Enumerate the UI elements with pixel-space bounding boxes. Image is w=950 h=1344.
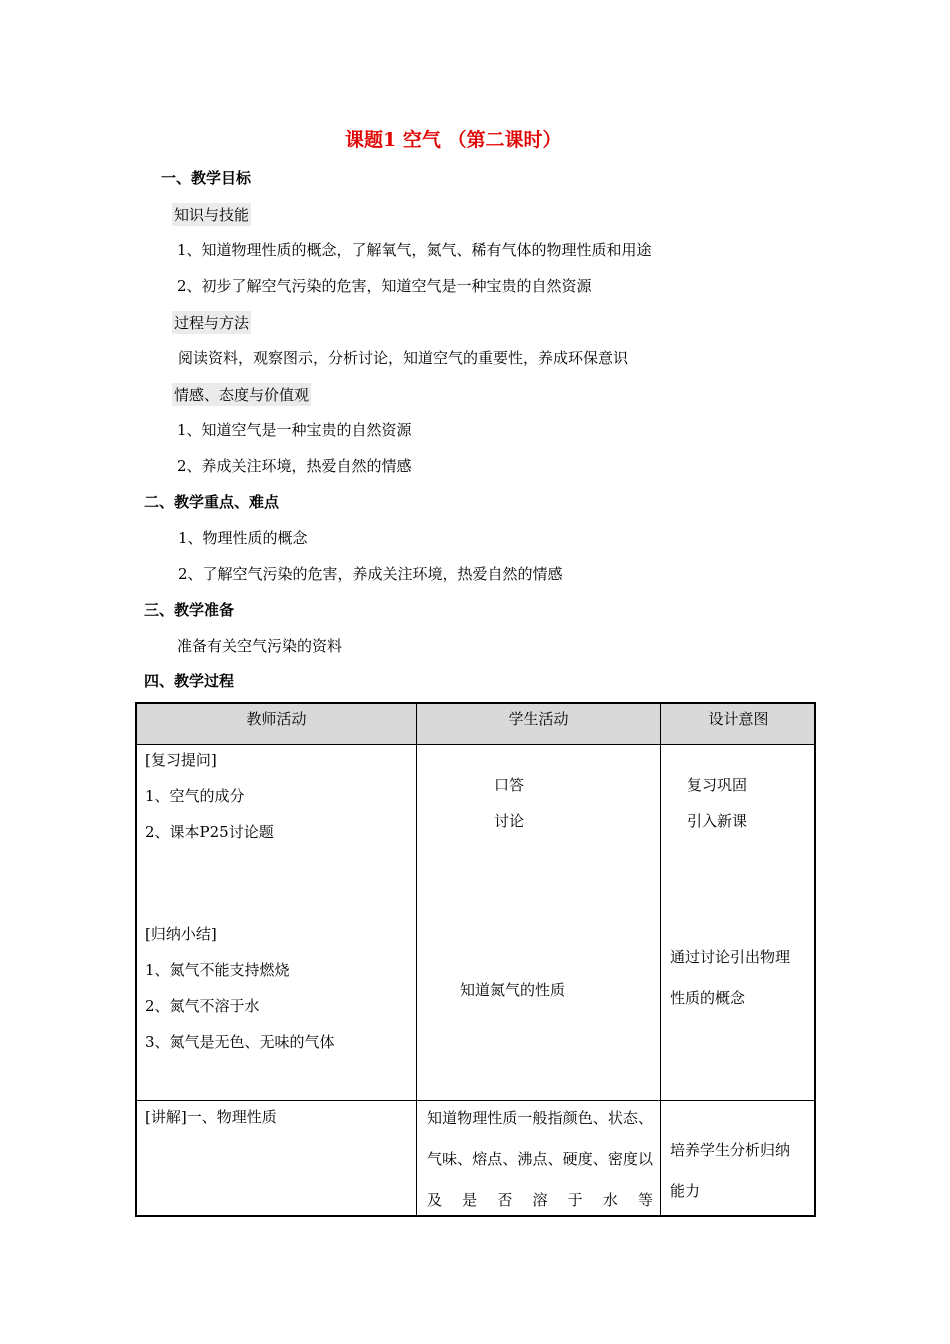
subheading-emotion: 情感、态度与价值观 [172, 383, 311, 406]
header-teacher-activity: 教师活动 [246, 710, 307, 728]
row1-teacher-review [145, 742, 274, 850]
intent-line: 培养学生分析归纳 [670, 1141, 791, 1159]
teacher-line: 1、空气的成分 [145, 787, 245, 805]
section-heading-key-points: 二、教学重点、难点 [144, 493, 280, 511]
subheading-knowledge: 知识与技能 [172, 203, 251, 226]
process-text: 阅读资料，观察图示，分析讨论，知道空气的重要性，养成环保意识 [178, 349, 629, 367]
knowledge-item-2: 2、初步了解空气污染的危害，知道空气是一种宝贵的自然资源 [177, 277, 592, 295]
row1-design-intent [687, 767, 747, 839]
teacher-line: [复习提问] [145, 751, 217, 769]
row1-student-activity [494, 767, 524, 839]
header-student-activity: 学生活动 [508, 710, 569, 728]
emotion-item-2: 2、养成关注环境，热爱自然的情感 [177, 457, 412, 475]
teacher-line: 1、氮气不能支持燃烧 [145, 961, 290, 979]
teacher-line: [归纳小结] [145, 925, 217, 943]
row2-design-intent [670, 1130, 790, 1212]
student-line: 讨论 [494, 812, 525, 830]
teacher-line: 2、课本P25讨论题 [145, 823, 274, 841]
intent-line: 性质的概念 [670, 989, 746, 1007]
header-design-intent: 设计意图 [708, 710, 769, 728]
key-point-item-1: 1、物理性质的概念 [178, 529, 308, 547]
intent-line: 复习巩固 [687, 776, 748, 794]
teacher-line: 3、氮气是无色、无味的气体 [145, 1033, 335, 1051]
page-title: 课题1 空气 （第二课时） [345, 129, 562, 151]
intent-line: 引入新课 [687, 812, 748, 830]
intent-line: 能力 [670, 1182, 701, 1200]
section-heading-preparation: 三、教学准备 [144, 601, 235, 619]
row2-teacher-lecture: [讲解]一、物理性质 [145, 1108, 277, 1126]
teacher-line: 2、氮气不溶于水 [145, 997, 260, 1015]
row1-teacher-summary [145, 916, 335, 1060]
intent-line: 通过讨论引出物理 [670, 948, 791, 966]
row1-student-nitrogen: 知道氮气的性质 [460, 981, 566, 999]
section-heading-process: 四、教学过程 [144, 672, 235, 690]
section-heading-objectives: 一、教学目标 [161, 169, 252, 187]
preparation-text: 准备有关空气污染的资料 [177, 637, 343, 655]
subheading-process: 过程与方法 [172, 311, 251, 334]
student-line: 口答 [494, 776, 525, 794]
emotion-item-1: 1、知道空气是一种宝贵的自然资源 [177, 421, 412, 439]
key-point-item-2: 2、了解空气污染的危害，养成关注环境，热爱自然的情感 [178, 565, 563, 583]
knowledge-item-1: 1、知道物理性质的概念，了解氧气，氮气、稀有气体的物理性质和用途 [177, 241, 652, 259]
teaching-process-table [135, 702, 816, 1217]
row1-design-intent-concept [670, 937, 790, 1019]
row2-student-physical-properties: 知道物理性质一般指颜色、状态、气味、熔点、沸点、硬度、密度以及是否溶于水等 [427, 1109, 653, 1209]
